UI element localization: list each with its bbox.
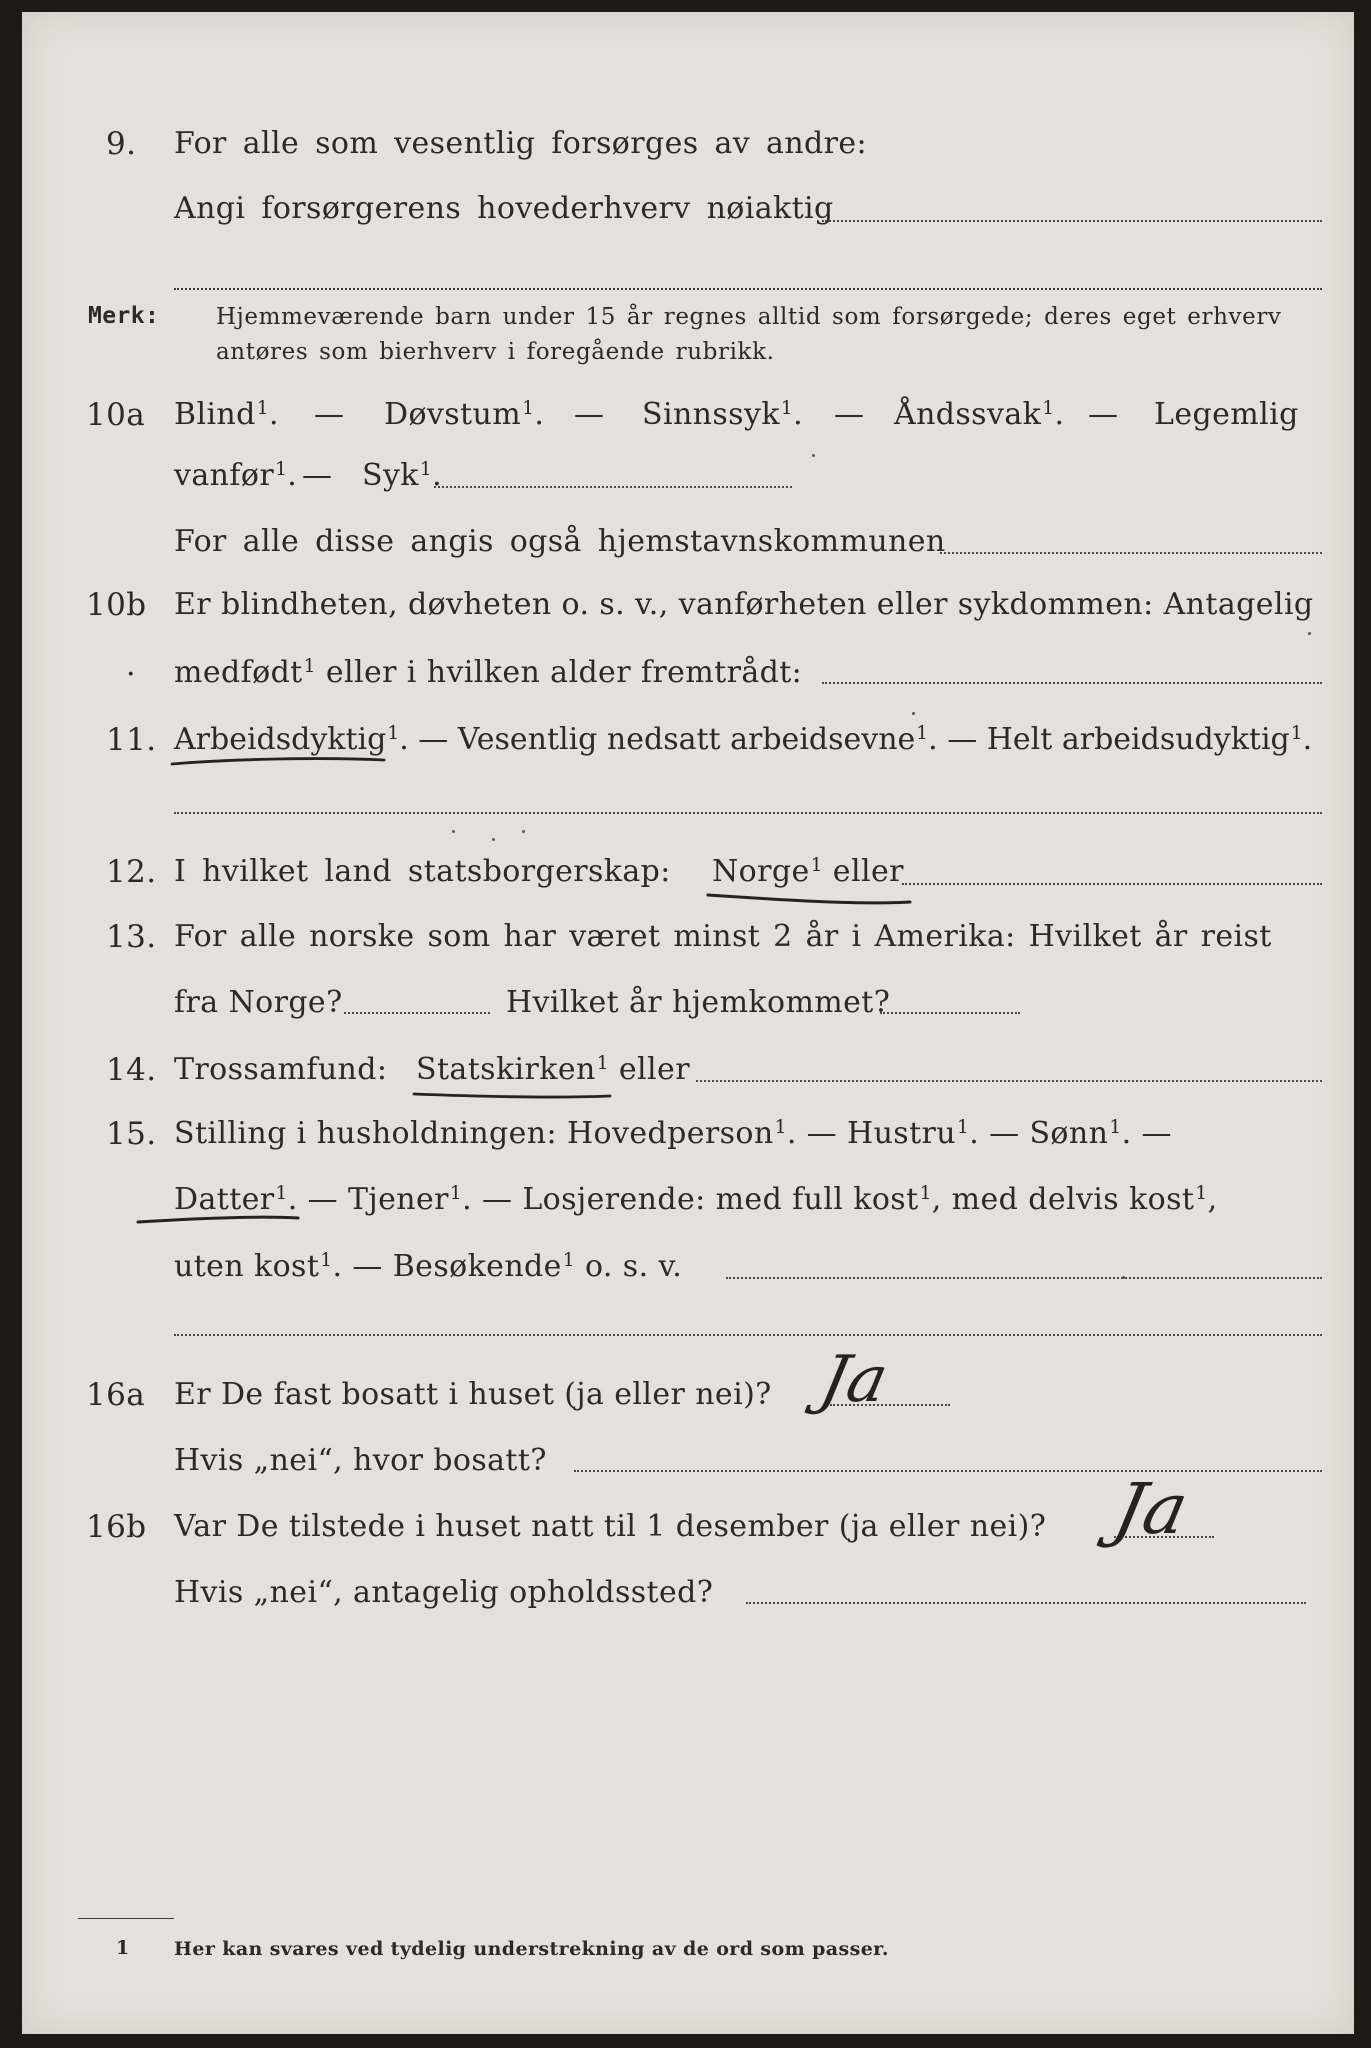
q16a-number: 16a: [86, 1377, 146, 1413]
q14-answer-line: [696, 1080, 1322, 1082]
q10a-sinnssyk: Sinnssyk$^1$.: [642, 397, 804, 433]
q16b-opholdssted-line: [746, 1602, 1306, 1604]
merk-line2: antøres som bierhverv i foregående rubrikk.: [216, 339, 775, 365]
q15-line3: uten kost$^1$. — Besøkende$^1$ o. s. v.: [174, 1249, 683, 1285]
q10a-legemlig: Legemlig: [1154, 397, 1299, 432]
underline-statskirken: [414, 1094, 610, 1097]
q10a-blind: Blind$^1$.: [174, 397, 279, 433]
underline-arbeidsdyktig: [172, 759, 384, 764]
q13-number: 13.: [106, 919, 157, 955]
q16a-line1: Er De fast bosatt i huset (ja eller nei)?: [174, 1377, 772, 1412]
q10a-syk-line: [434, 486, 792, 488]
q10a-andssvak: Åndssvak$^1$.: [894, 397, 1065, 433]
speck: [452, 830, 455, 833]
q16a-handwritten-answer: Ja: [814, 1343, 895, 1417]
speck: [1122, 1276, 1125, 1279]
q11-line: Arbeidsdyktig$^1$. — Vesentlig nedsatt arbeidsevne$^1$. — Helt arbeidsudyktig$^1$.: [174, 722, 1313, 758]
q13-line2b: Hvilket år hjemkommet?: [506, 985, 891, 1020]
q10a-syk: Syk$^1$.: [362, 458, 443, 494]
q10a-hjemstavn-line: [940, 552, 1322, 554]
speck: [1308, 632, 1311, 635]
q10a-dash: —: [1088, 397, 1119, 432]
q10a-dash: —: [834, 397, 865, 432]
q10a-dash: —: [302, 458, 333, 493]
stray-dot: ·: [126, 657, 136, 692]
q15-line2: Datter$^1$. — Tjener$^1$. — Losjerende: med full kost$^1$, med delvis kost$^1$,: [174, 1182, 1218, 1218]
speck: [522, 830, 525, 833]
q10b-number: 10b: [86, 587, 147, 623]
q10a-dash: —: [314, 397, 345, 432]
q16a-bosatt-line: [574, 1470, 1322, 1472]
q12-number: 12.: [106, 854, 157, 890]
underline-datter: [138, 1217, 298, 1222]
q16b-line1: Var De tilstede i huset natt til 1 desember (ja eller nei)?: [174, 1509, 1047, 1544]
q13-reist-line: [344, 1012, 490, 1014]
footnote-mark: 1: [116, 1937, 130, 1959]
speck: [912, 712, 915, 715]
q11-number: 11.: [106, 722, 157, 758]
q12-answer-line: [902, 883, 1322, 885]
q15-answer-line-2: [174, 1334, 1322, 1336]
q14-number: 14.: [106, 1052, 157, 1088]
footnote-rule: [78, 1918, 174, 1919]
q14-statskirken: Statskirken$^1$ eller: [416, 1052, 690, 1088]
q10a-vanfor: vanfør$^1$.: [174, 458, 298, 494]
census-form-page: [22, 12, 1354, 2034]
q12-norge: Norge$^1$ eller: [712, 854, 904, 890]
q16a-line2: Hvis „nei“, hvor bosatt?: [174, 1443, 547, 1478]
merk-label: Merk:: [88, 303, 160, 329]
q12-text: I hvilket land statsborgerskap:: [174, 854, 671, 889]
q13-line2a: fra Norge?: [174, 985, 343, 1020]
q15-answer-line: [726, 1277, 1322, 1279]
underline-norge: [708, 895, 910, 903]
q10a-number: 10a: [86, 397, 146, 433]
q15-line1: Stilling i husholdningen: Hovedperson$^1$. — Hustru$^1$. — Sønn$^1$. —: [174, 1116, 1172, 1152]
q9-answer-line-2: [174, 288, 1322, 290]
q9-line1: For alle som vesentlig forsørges av andre:: [174, 126, 868, 161]
q10b-line1: Er blindheten, døvheten o. s. v., vanførheten eller sykdommen: Antagelig: [174, 587, 1314, 622]
merk-line1: Hjemmeværende barn under 15 år regnes alltid som forsørgede; deres eget erhverv: [216, 304, 1282, 330]
q10a-dash: —: [574, 397, 605, 432]
speck: [812, 454, 815, 457]
q11-answer-line: [174, 812, 1322, 814]
q9-line2: Angi forsørgerens hovederhverv nøiaktig: [174, 191, 834, 226]
q10a-dovstum: Døvstum$^1$.: [384, 397, 545, 433]
q9-answer-line: [822, 220, 1322, 222]
q16b-number: 16b: [86, 1509, 147, 1545]
q14-text: Trossamfund:: [174, 1052, 388, 1087]
footnote-text: Her kan svares ved tydelig understrekning av de ord som passer.: [174, 1938, 889, 1960]
q13-hjemkommet-line: [880, 1012, 1020, 1014]
q13-line1: For alle norske som har været minst 2 år i Amerika: Hvilket år reist: [174, 919, 1272, 954]
q16b-line2: Hvis „nei“, antagelig opholdssted?: [174, 1575, 714, 1610]
q15-datter: Datter: [174, 1182, 275, 1218]
speck: [492, 838, 495, 841]
q9-number: 9.: [106, 126, 137, 162]
q16b-handwritten-answer: Ja: [1107, 1468, 1196, 1550]
q10b-answer-line: [822, 682, 1322, 684]
q15-number: 15.: [106, 1116, 157, 1152]
q10b-line2: medfødt$^1$ eller i hvilken alder fremtrådt:: [174, 655, 803, 691]
q11-arbeidsdyktig: Arbeidsdyktig: [174, 722, 387, 758]
q10a-line3: For alle disse angis også hjemstavnskommunen: [174, 524, 946, 559]
